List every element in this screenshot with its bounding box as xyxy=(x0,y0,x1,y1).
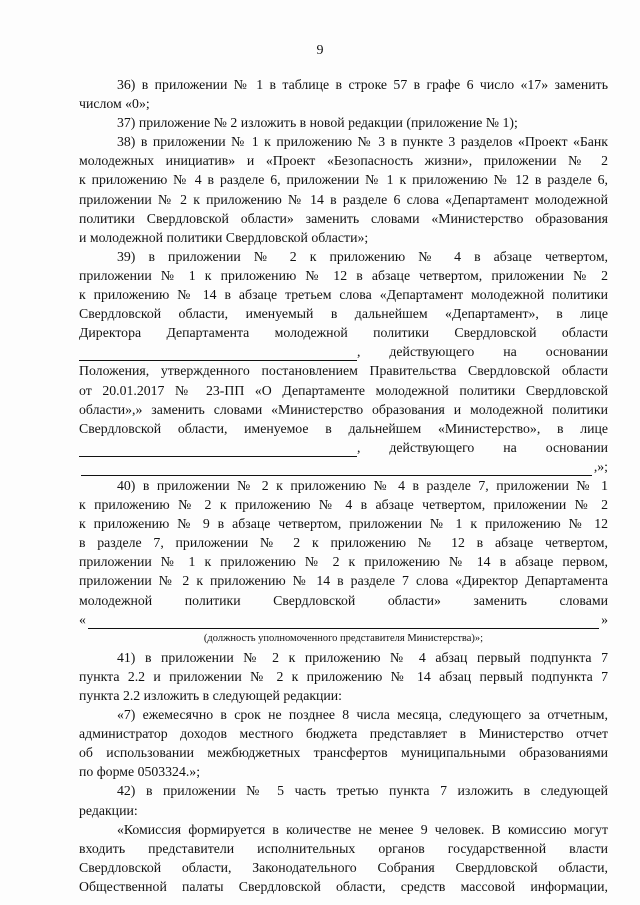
page-number: 9 xyxy=(316,43,324,58)
text-line: пункта 2.2 изложить в следующей редакции: xyxy=(79,688,343,703)
text-line: Директора Департамента молодежной политики Свердловской области xyxy=(79,325,608,341)
text-line: молодежной политики Свердловской области» заменить словами xyxy=(79,592,608,608)
text-line: входить представители исполнительных органов государственной власти xyxy=(79,840,608,856)
text-line: 41) в приложении № 2 к приложению № 4 абзац первый подпункта 7 xyxy=(117,649,608,665)
blank-line-row xyxy=(79,457,608,476)
text-line: Свердловской области, именуемый в дальнейшем «Департамент», в лице xyxy=(79,306,608,322)
blank-fill-line xyxy=(81,463,592,476)
text-line: молодежных инициатив» и «Проект «Безопасность жизни», приложении № 2 xyxy=(79,153,608,169)
text-line: к приложению № 14 в абзаце третьем слова «Департамент молодежной политики xyxy=(79,287,608,303)
text-line: 40) в приложении № 2 к приложению № 4 в разделе 7, приложении № 1 xyxy=(117,477,608,493)
text-line: 36) в приложении № 1 в таблице в строке 57 в графе 6 число «17» заменить xyxy=(117,77,608,92)
text-line: 42) в приложении № 5 часть третью пункта 7 изложить в следующей xyxy=(117,783,608,799)
text-line: приложении № 2 к приложению № 14 в разделе 7 слова «Директор Департамента xyxy=(79,573,608,589)
text-line: к приложению № 2 к приложению № 4 в абзаце четвертом, приложении № 2 xyxy=(79,497,608,513)
text-line: политики Свердловской области» заменить словами «Министерство образования xyxy=(79,210,608,226)
text-line: редакции: xyxy=(79,802,138,818)
quote-commission xyxy=(79,820,608,896)
blank-fill-line xyxy=(79,444,357,457)
text-line: пункта 2.2 и приложении № 2 к приложению № 14 абзац первый подпункта 7 xyxy=(79,668,608,684)
blank-fill-line xyxy=(88,616,599,629)
text-line: приложении № 2 к приложению № 14 в разделе 6 слова «Департамент молодежной xyxy=(79,191,608,207)
text-line: , действующего на основании xyxy=(357,439,608,455)
quote-7 xyxy=(79,705,608,781)
text-line: 39) в приложении № 2 к приложению № 4 в абзаце четвертом, xyxy=(117,248,608,264)
text-line: 38) в приложении № 1 к приложению № 3 в пункте 3 разделов «Проект «Банк xyxy=(117,134,608,150)
text-line: приложении № 1 к приложению № 2 к приложению № 14 в абзаце первом, xyxy=(79,554,608,570)
blank-fill-line xyxy=(79,348,357,361)
document-body xyxy=(79,75,608,896)
text-line: области»,» заменить словами «Министерство образования и молодежной политики xyxy=(79,401,608,417)
text-line: , действующего на основании xyxy=(357,344,608,360)
item-40 xyxy=(79,476,608,648)
text-line: » xyxy=(601,611,608,627)
blank-line-row xyxy=(79,610,608,629)
text-line: к приложению № 9 в абзаце четвертом, приложении № 1 к приложению № 12 xyxy=(79,516,608,532)
item-36 xyxy=(79,75,608,113)
text-line: по форме 0503324.»; xyxy=(79,764,201,780)
text-line: « xyxy=(79,611,86,627)
text-line: Свердловской области, именуемое в дальнейшем «Министерство», в лице xyxy=(79,420,608,436)
text-line: «Комиссия формируется в количестве не менее 9 человек. В комиссию могут xyxy=(117,821,608,837)
text-line: в разделе 7, приложении № 2 к приложению № 12 в абзаце четвертом, xyxy=(79,535,608,551)
item-41 xyxy=(79,648,608,705)
text-line: Свердловской области, Законодательного Собрания Свердловской области, xyxy=(79,859,608,875)
text-line: Общественной палаты Свердловской области, средств массовой информации, xyxy=(79,878,608,894)
text-line: к приложению № 4 в разделе 6, приложении № 1 к приложению № 12 в разделе 6, xyxy=(79,172,608,188)
text-line: об использовании межбюджетных трансфертов муниципальными образованиями xyxy=(79,745,608,761)
text-line: ,»; xyxy=(593,458,608,474)
text-line: и молодежной политики Свердловской области»; xyxy=(79,229,369,245)
text-line: 37) приложение № 2 изложить в новой редакции (приложение № 1); xyxy=(117,115,518,131)
item-42 xyxy=(79,781,608,819)
text-line: приложении № 1 к приложению № 12 в абзаце четвертом, приложении № 2 xyxy=(79,267,608,283)
text-line: числом «0»; xyxy=(79,96,150,112)
text-line: от 20.01.2017 № 23-ПП «О Департаменте молодежной политики Свердловской xyxy=(79,382,608,398)
item-37 xyxy=(79,113,608,132)
fill-caption: (должность уполномоченного представителя Министерства)»; xyxy=(203,632,484,644)
text-line: Положения, утвержденного постановлением Правительства Свердловской области xyxy=(79,363,608,379)
item-39 xyxy=(79,247,608,476)
blank-line-row xyxy=(79,342,608,361)
item-38 xyxy=(79,132,608,247)
text-line: «7) ежемесячно в срок не позднее 8 числа месяца, следующего за отчетным, xyxy=(117,707,608,723)
text-line: администратор доходов местного бюджета представляет в Министерство отчет xyxy=(79,726,608,742)
blank-line-row xyxy=(79,438,608,457)
